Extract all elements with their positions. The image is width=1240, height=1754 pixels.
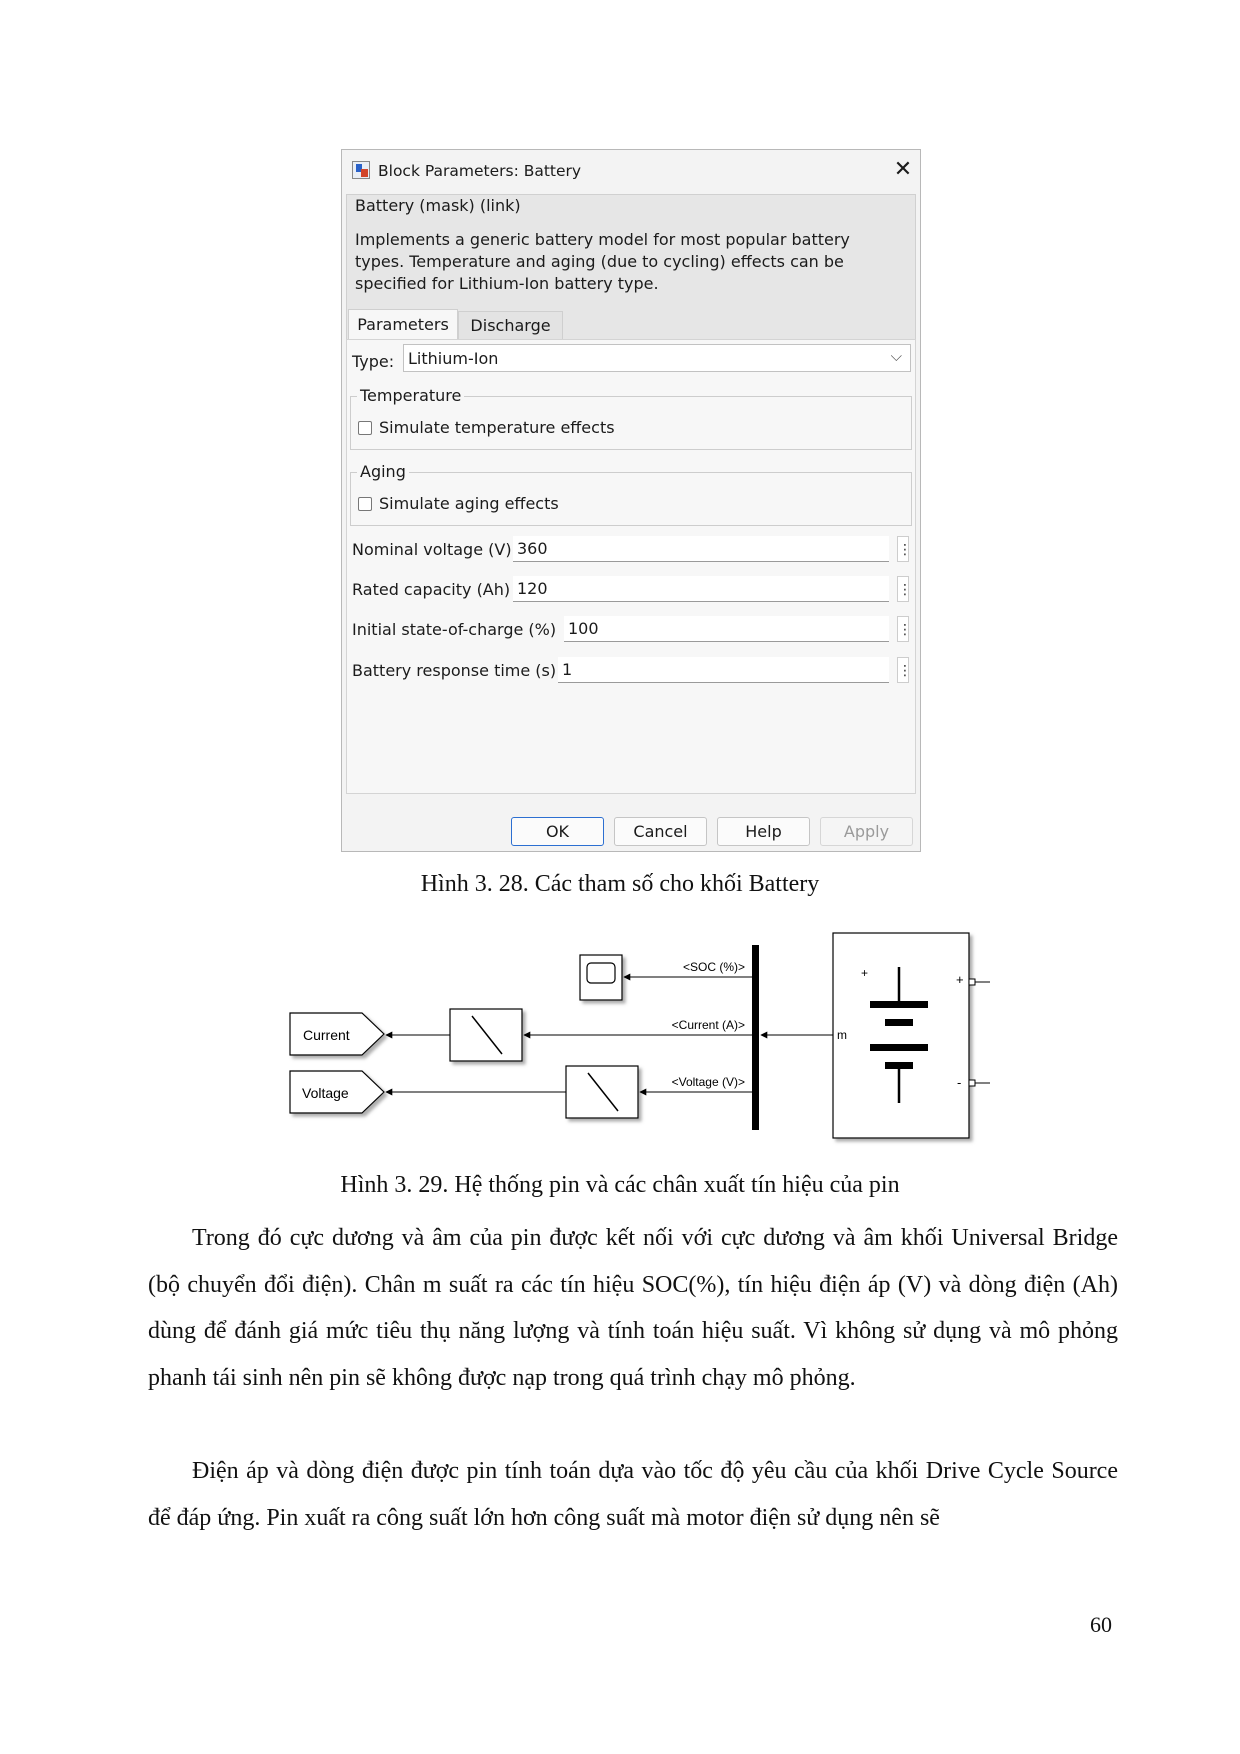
initial-soc-value: 100	[568, 619, 599, 638]
voltage-output-label: Voltage	[302, 1085, 349, 1101]
simulate-aging-checkbox[interactable]	[358, 497, 372, 511]
bus-signal-label: <Current (A)>	[671, 1018, 745, 1032]
battery-block[interactable]	[833, 933, 990, 1138]
aging-group-title: Aging	[357, 462, 409, 481]
apply-button[interactable]: Apply	[820, 817, 913, 846]
tab-parameters[interactable]: Parameters	[348, 309, 458, 339]
paragraph: Trong đó cực dương và âm của pin được kết nối với cực dương và âm khối Universal Bridge (bộ chuyển đổi điện). Chân m suất ra các tín hiệu SOC(%), tín hiệu điện áp (V) và dòng điện (Ah) dùng để đánh giá mức tiêu thụ năng lượng và tính toán hiệu suất. Vì không sử dụng và mô phỏng phanh tái sinh nên pin sẽ không được nạp trong quá trình chạy mô phỏng.	[148, 1225, 1118, 1391]
current-output-label: Current	[303, 1027, 350, 1043]
battery-terminal-plus: +	[956, 972, 964, 987]
rated-capacity-value: 120	[517, 579, 548, 598]
dialog-title: Block Parameters: Battery	[378, 162, 582, 180]
bus-signal-label: <Voltage (V)>	[671, 1075, 745, 1089]
current-conversion-block[interactable]	[450, 1009, 522, 1061]
voltage-output-port[interactable]	[290, 1071, 384, 1113]
more-options-icon[interactable]: ⋮	[897, 536, 909, 562]
bus-selector[interactable]	[752, 945, 759, 1130]
block-parameters-dialog	[341, 149, 921, 852]
simulate-temperature-checkbox[interactable]	[358, 421, 372, 435]
nominal-voltage-input[interactable]	[513, 536, 889, 562]
initial-soc-label: Initial state-of-charge (%)	[352, 620, 557, 639]
mask-description: Implements a generic battery model for most popular battery types. Temperature and aging (due to cycling) effects can be specified for Lithium-Ion battery type.	[355, 230, 850, 293]
nominal-voltage-label: Nominal voltage (V)	[352, 540, 512, 559]
scope-block[interactable]	[580, 955, 622, 1000]
battery-response-time-input[interactable]	[558, 657, 889, 683]
ok-button[interactable]: OK	[511, 817, 604, 846]
figure-caption-3-28: Hình 3. 28. Các tham số cho khối Battery	[420, 871, 820, 897]
temperature-group-title: Temperature	[357, 386, 464, 405]
initial-soc-input[interactable]	[564, 616, 889, 642]
chevron-down-icon: ⌵	[890, 347, 902, 365]
nominal-voltage-value: 360	[517, 539, 548, 558]
mask-title: Battery (mask) (link)	[355, 196, 521, 215]
figure-caption-3-29: Hình 3. 29. Hệ thống pin và các chân xuất tín hiệu của pin	[340, 1172, 900, 1198]
battery-response-time-value: 1	[562, 660, 573, 679]
bus-signal-label: <SOC (%)>	[682, 960, 745, 974]
more-options-icon[interactable]: ⋮	[897, 616, 909, 642]
simulate-temperature-label[interactable]: Simulate temperature effects	[379, 418, 615, 437]
battery-port-m: m	[837, 1028, 847, 1042]
rated-capacity-label: Rated capacity (Ah)	[352, 580, 511, 599]
tab-discharge[interactable]: Discharge	[458, 311, 563, 339]
close-icon[interactable]: ✕	[893, 157, 913, 182]
rated-capacity-input[interactable]	[513, 576, 889, 602]
battery-response-time-label: Battery response time (s)	[352, 661, 557, 680]
simulink-app-icon	[352, 161, 370, 179]
paragraph: Điện áp và dòng điện được pin tính toán dựa vào tốc độ yêu cầu của khối Drive Cycle Source để đáp ứng. Pin xuất ra công suất lớn hơn công suất mà motor điện sử dụng nên sẽ	[148, 1458, 1118, 1531]
battery-diagram	[280, 925, 1000, 1150]
voltage-conversion-block[interactable]	[566, 1066, 638, 1118]
current-output-port[interactable]	[290, 1013, 384, 1055]
simulate-aging-label[interactable]: Simulate aging effects	[379, 494, 559, 513]
page-number: 60	[1090, 1612, 1112, 1637]
help-button[interactable]: Help	[717, 817, 810, 846]
more-options-icon[interactable]: ⋮	[897, 657, 909, 683]
battery-terminal-minus: -	[957, 1075, 962, 1090]
cancel-button[interactable]: Cancel	[614, 817, 707, 846]
type-select[interactable]	[403, 344, 911, 372]
battery-plus-sign: +	[861, 966, 869, 980]
type-select-value: Lithium-Ion	[408, 349, 499, 368]
more-options-icon[interactable]: ⋮	[897, 576, 909, 602]
type-label: Type:	[352, 352, 395, 371]
